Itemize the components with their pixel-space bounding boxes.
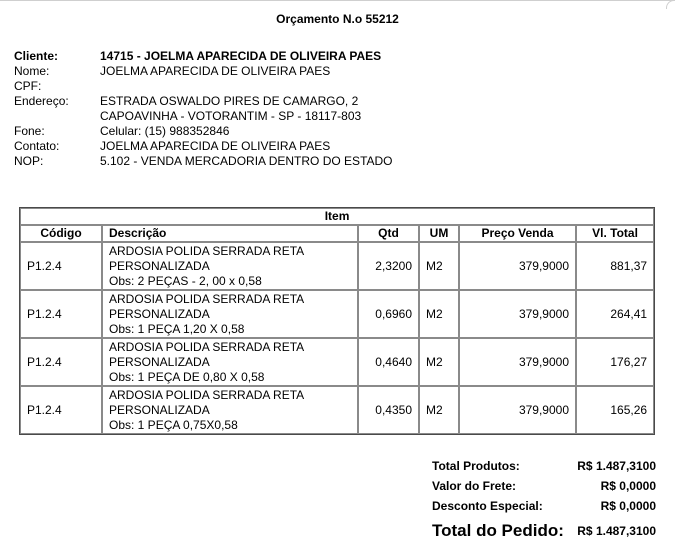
row-codigo: P1.2.4 <box>20 338 102 386</box>
row-descricao <box>102 386 358 434</box>
phone-label: Fone: <box>14 124 45 138</box>
row-obs: Obs: 1 PEÇA DE 0,80 X 0,58 <box>109 370 265 384</box>
row-desc-line-1: ARDOSIA POLIDA SERRADA RETA <box>109 292 305 306</box>
table-row <box>20 242 654 290</box>
row-desc-line-1: ARDOSIA POLIDA SERRADA RETA <box>109 388 305 402</box>
freight-row <box>432 476 656 496</box>
address-label: Endereço: <box>14 94 69 108</box>
discount-row <box>432 496 656 516</box>
table-header-row <box>20 225 654 242</box>
row-um: M2 <box>419 386 459 434</box>
name-label: Nome: <box>14 64 50 78</box>
order-total-row <box>432 516 656 544</box>
header-qtd: Qtd <box>358 225 419 242</box>
row-obs: Obs: 1 PEÇA 0,75X0,58 <box>109 418 238 432</box>
order-total-label: Total do Pedido: <box>432 521 564 540</box>
row-total: 881,37 <box>576 242 654 290</box>
row-descricao <box>102 242 358 290</box>
nop-value: 5.102 - VENDA MERCADORIA DENTRO DO ESTADO <box>100 154 393 168</box>
row-preco: 379,9000 <box>459 290 576 338</box>
table-caption-row <box>20 208 654 225</box>
header-preco: Preço Venda <box>459 225 576 242</box>
discount-value: R$ 0,0000 <box>600 499 656 513</box>
row-desc-line-2: PERSONALIZADA <box>109 307 210 321</box>
table-row <box>20 386 654 434</box>
address-line-1: ESTRADA OSWALDO PIRES DE CAMARGO, 2 <box>100 94 359 108</box>
row-codigo: P1.2.4 <box>20 242 102 290</box>
order-total-value: R$ 1.487,3100 <box>577 524 656 538</box>
row-qtd: 0,4350 <box>358 386 419 434</box>
nop-label: NOP: <box>14 154 44 168</box>
table-row <box>20 290 654 338</box>
contact-value: JOELMA APARECIDA DE OLIVEIRA PAES <box>100 139 331 153</box>
top-border <box>0 0 675 9</box>
row-desc-line-1: ARDOSIA POLIDA SERRADA RETA <box>109 340 305 354</box>
page-title: Orçamento N.o 55212 <box>276 12 399 26</box>
row-preco: 379,9000 <box>459 386 576 434</box>
row-um: M2 <box>419 290 459 338</box>
phone-value: Celular: (15) 988352846 <box>100 124 230 138</box>
row-codigo: P1.2.4 <box>20 386 102 434</box>
page-corner <box>666 0 675 9</box>
row-desc-line-1: ARDOSIA POLIDA SERRADA RETA <box>109 244 305 258</box>
row-total: 264,41 <box>576 290 654 338</box>
client-label: Cliente: <box>14 49 59 63</box>
row-qtd: 0,4640 <box>358 338 419 386</box>
freight-value: R$ 0,0000 <box>600 479 656 493</box>
row-desc-line-2: PERSONALIZADA <box>109 355 210 369</box>
total-products-label: Total Produtos: <box>432 459 520 473</box>
row-desc-line-2: PERSONALIZADA <box>109 403 210 417</box>
address-value <box>100 94 361 124</box>
table-caption: Item <box>20 208 654 225</box>
row-total: 165,26 <box>576 386 654 434</box>
address-line-2: CAPOAVINHA - VOTORANTIM - SP - 18117-803 <box>100 109 362 123</box>
row-qtd: 0,6960 <box>358 290 419 338</box>
row-obs: Obs: 1 PEÇA 1,20 X 0,58 <box>109 322 245 336</box>
row-um: M2 <box>419 242 459 290</box>
discount-label: Desconto Especial: <box>432 499 543 513</box>
header-codigo: Código <box>20 225 102 242</box>
total-products-row <box>432 456 656 476</box>
client-value: 14715 - JOELMA APARECIDA DE OLIVEIRA PAES <box>100 49 382 63</box>
totals-block <box>432 456 656 544</box>
row-total: 176,27 <box>576 338 654 386</box>
row-um: M2 <box>419 338 459 386</box>
row-codigo: P1.2.4 <box>20 290 102 338</box>
name-value: JOELMA APARECIDA DE OLIVEIRA PAES <box>100 64 331 78</box>
table-row <box>20 338 654 386</box>
row-preco: 379,9000 <box>459 338 576 386</box>
total-products-value: R$ 1.487,3100 <box>577 459 656 473</box>
freight-label: Valor do Frete: <box>432 479 517 493</box>
items-table <box>19 207 655 435</box>
header-um: UM <box>419 225 459 242</box>
row-desc-line-2: PERSONALIZADA <box>109 259 210 273</box>
header-total: Vl. Total <box>576 225 654 242</box>
header-descricao: Descrição <box>102 225 358 242</box>
row-descricao <box>102 338 358 386</box>
row-descricao <box>102 290 358 338</box>
row-qtd: 2,3200 <box>358 242 419 290</box>
row-obs: Obs: 2 PEÇAS - 2, 00 x 0,58 <box>109 274 262 288</box>
row-preco: 379,9000 <box>459 242 576 290</box>
cpf-label: CPF: <box>14 79 42 93</box>
contact-label: Contato: <box>14 139 60 153</box>
